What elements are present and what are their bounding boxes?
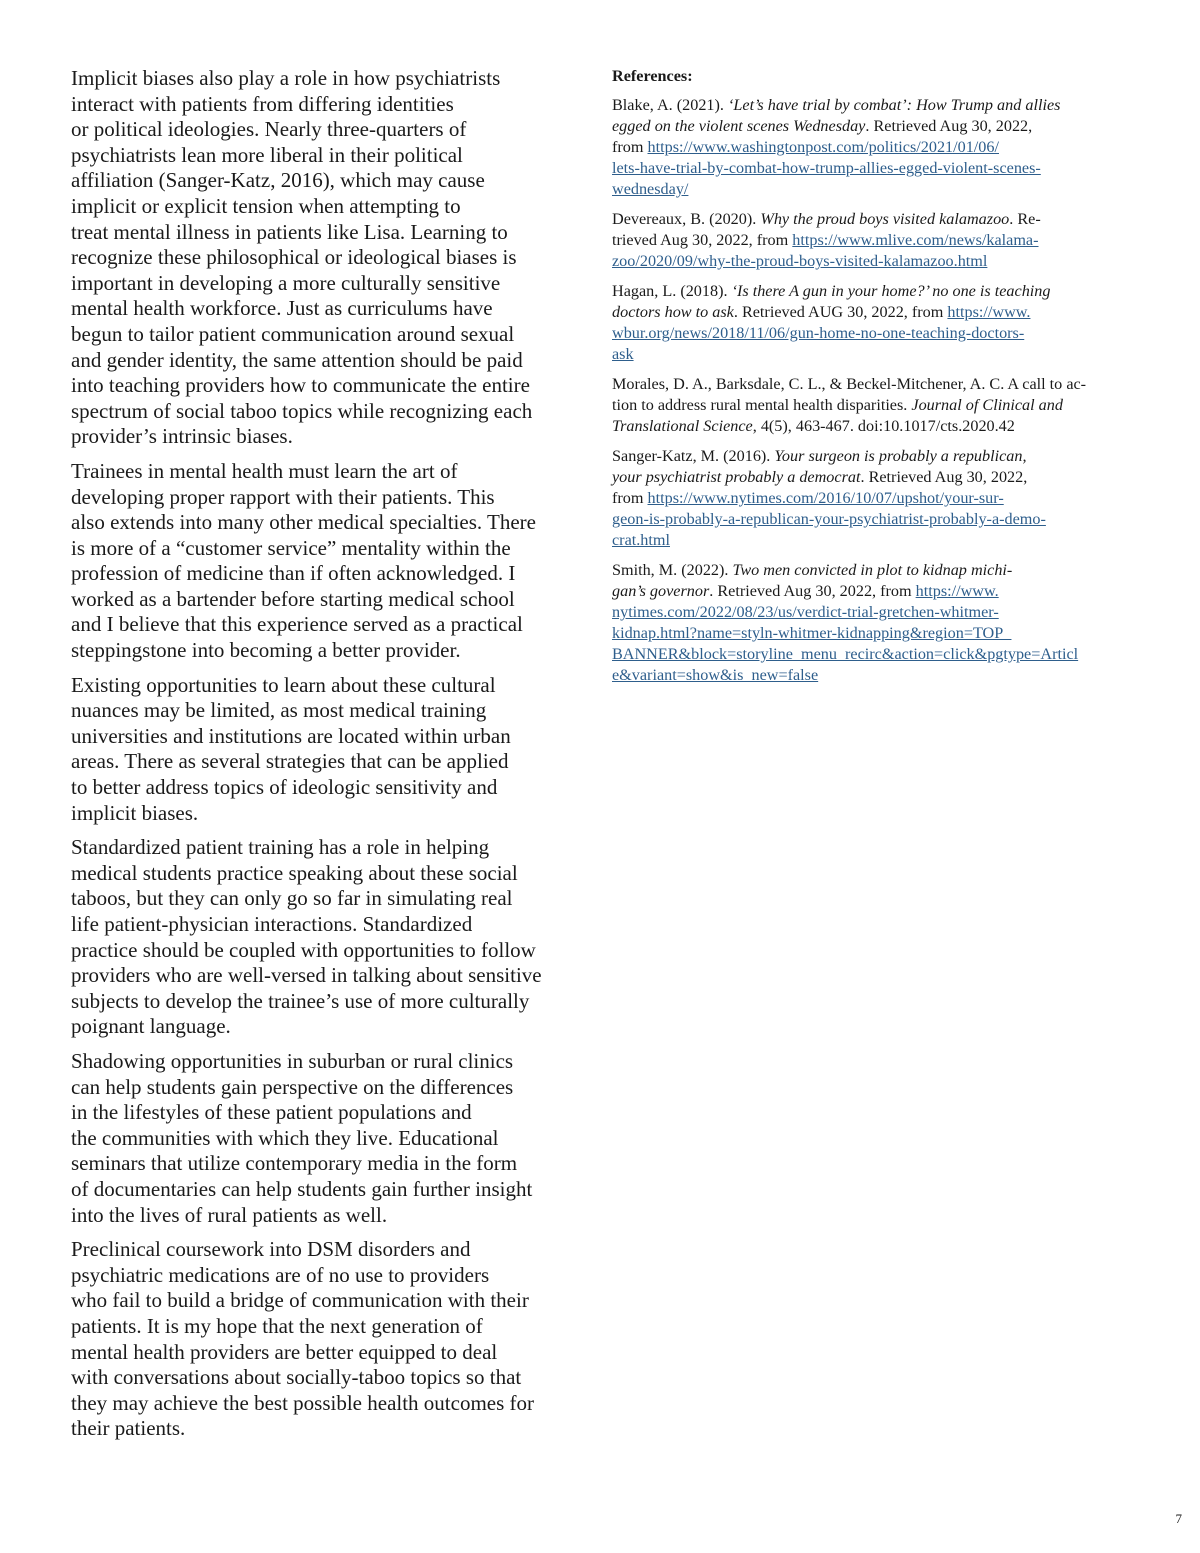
ref-link[interactable]: ask <box>612 345 634 363</box>
ref-link[interactable]: https://www.mlive.com/news/kalama- <box>792 231 1039 249</box>
references-heading: References: <box>612 67 693 85</box>
text-line: they may achieve the best possible health outcomes for <box>71 1390 535 1415</box>
ref-author: Blake, A. (2021). <box>612 96 728 114</box>
ref-link[interactable]: lets-have-trial-by-combat-how-trump-allies-egged-violent-scenes- <box>612 159 1041 177</box>
paragraph <box>71 835 591 1040</box>
text-line: medical students practice speaking about these social <box>71 860 518 885</box>
text-line: who fail to build a bridge of communication with their <box>71 1288 529 1313</box>
text-line: profession of medicine than if often acknowledged. I <box>71 561 516 586</box>
text-line: universities and institutions are located within urban <box>71 723 511 748</box>
text-line: provider’s intrinsic biases. <box>71 424 293 449</box>
text-line: the communities with which they live. Educational <box>71 1125 499 1150</box>
text-line: begun to tailor patient communication around sexual <box>71 321 515 346</box>
ref-link[interactable]: geon-is-probably-a-republican-your-psychiatrist-probably-a-demo- <box>612 510 1046 528</box>
text-line: of documentaries can help students gain further insight <box>71 1176 533 1201</box>
ref-author: Devereaux, B. (2020). <box>612 210 761 228</box>
ref-text: , 4(5), 463-467. doi:10.1017/cts.2020.42 <box>752 417 1015 435</box>
paragraph <box>71 1237 591 1442</box>
ref-journal: Translational Science <box>612 417 753 435</box>
ref-title: ‘Is there A gun in your home?’ no one is teaching <box>731 282 1051 300</box>
text-line: Preclinical coursework into DSM disorders and <box>71 1237 471 1262</box>
text-line: and gender identity, the same attention should be paid <box>71 347 523 372</box>
text-line: taboos, but they can only go so far in simulating real <box>71 886 513 911</box>
ref-text: tion to address rural mental health disparities. <box>612 396 912 414</box>
text-line: treat mental illness in patients like Lisa. Learning to <box>71 219 508 244</box>
ref-link[interactable]: https://www.nytimes.com/2016/10/07/upshot/your-sur- <box>647 489 1004 507</box>
ref-from: from <box>612 489 648 507</box>
ref-title: gan’s governor <box>612 582 710 600</box>
text-line: recognize these philosophical or ideological biases is <box>71 245 517 270</box>
ref-link[interactable]: nytimes.com/2022/08/23/us/verdict-trial-gretchen-whitmer- <box>612 603 999 621</box>
ref-link[interactable]: https://www.washingtonpost.com/politics/2021/01/06/ <box>647 138 999 156</box>
body-text <box>71 66 591 1451</box>
text-line: patients. It is my hope that the next generation of <box>71 1313 483 1338</box>
ref-link[interactable]: BANNER&block=storyline_menu_recirc&action=click&pgtype=Articl <box>612 645 1079 663</box>
ref-journal: Journal of Clinical and <box>911 396 1063 414</box>
text-line: Trainees in mental health must learn the art of <box>71 458 458 483</box>
ref-title: Your surgeon is probably a republican, <box>774 447 1027 465</box>
text-line: steppingstone into becoming a better provider. <box>71 638 461 663</box>
reference-smith <box>612 560 1132 686</box>
text-line: into the lives of rural patients as well. <box>71 1202 388 1227</box>
ref-retrieved: . Retrieved AUG 30, 2022, from <box>733 303 948 321</box>
text-line: important in developing a more culturally sensitive <box>71 270 501 295</box>
text-line: can help students gain perspective on the differences <box>71 1074 514 1099</box>
text-line: in the lifestyles of these patient populations and <box>71 1100 472 1125</box>
text-line: Implicit biases also play a role in how psychiatrists <box>71 66 501 90</box>
text-line: life patient-physician interactions. Standardized <box>71 912 473 936</box>
ref-text: Morales, D. A., Barksdale, C. L., & Beckel-Mitchener, A. C. A call to ac- <box>612 375 1087 393</box>
ref-author: Hagan, L. (2018). <box>612 282 732 300</box>
paragraph <box>71 66 591 450</box>
ref-retrieved: . Retrieved Aug 30, 2022, <box>860 468 1028 486</box>
ref-title: your psychiatrist probably a democrat <box>612 468 861 486</box>
text-line: psychiatric medications are of no use to providers <box>71 1262 490 1287</box>
ref-retrieved: . Re- <box>1009 210 1041 228</box>
ref-title: Why the proud boys visited kalamazoo <box>760 210 1010 228</box>
ref-title: ‘Let’s have trial by combat’: How Trump and allies <box>728 96 1061 114</box>
reference-blake <box>612 95 1132 200</box>
ref-retrieved: . Retrieved Aug 30, 2022, from <box>709 582 916 600</box>
reference-sanger-katz <box>612 446 1132 551</box>
text-line: practice should be coupled with opportunities to follow <box>71 937 536 962</box>
ref-title: doctors how to ask <box>612 303 734 321</box>
text-line: seminars that utilize contemporary media in the form <box>71 1151 518 1176</box>
text-line: providers who are well-versed in talking about sensitive <box>71 963 542 988</box>
reference-morales <box>612 374 1132 437</box>
text-line: worked as a bartender before starting medical school <box>71 586 515 611</box>
text-line: is more of a “customer service” mentality within the <box>71 535 511 560</box>
ref-link[interactable]: wednesday/ <box>612 180 689 198</box>
paragraph <box>71 673 591 827</box>
text-line: with conversations about socially-taboo topics so that <box>71 1365 522 1390</box>
ref-link[interactable]: e&variant=show&is_new=false <box>612 666 819 684</box>
ref-author: Sanger-Katz, M. (2016). <box>612 447 775 465</box>
text-line: implicit or explicit tension when attempting to <box>71 193 461 218</box>
ref-author: Smith, M. (2022). <box>612 561 733 579</box>
text-line: areas. There as several strategies that can be applied <box>71 749 509 774</box>
reference-devereaux <box>612 209 1132 272</box>
text-line: affiliation (Sanger-Katz, 2016), which may cause <box>71 168 485 193</box>
text-line: poignant language. <box>71 1014 231 1039</box>
text-line: Standardized patient training has a role in helping <box>71 835 490 860</box>
paragraph <box>71 459 591 664</box>
ref-title: egged on the violent scenes Wednesday <box>612 117 866 135</box>
text-line: also extends into many other medical specialties. There <box>71 510 536 535</box>
text-line: Shadowing opportunities in suburban or rural clinics <box>71 1048 514 1073</box>
ref-from: from <box>612 138 648 156</box>
text-line: psychiatrists lean more liberal in their political <box>71 142 463 167</box>
ref-link[interactable]: kidnap.html?name=styln-whitmer-kidnapping&region=TOP_ <box>612 624 1012 642</box>
page-number: 7 <box>1175 1511 1182 1526</box>
text-line: subjects to develop the trainee’s use of more culturally <box>71 988 530 1013</box>
references-section <box>612 66 1132 695</box>
ref-title: Two men convicted in plot to kidnap michi- <box>732 561 1013 579</box>
paragraph <box>71 1049 591 1228</box>
text-line: and I believe that this experience served as a practical <box>71 612 523 637</box>
reference-hagan <box>612 281 1132 365</box>
text-line: to better address topics of ideologic sensitivity and <box>71 775 498 800</box>
text-line: nuances may be limited, as most medical training <box>71 698 487 723</box>
text-line: into teaching providers how to communicate the entire <box>71 373 530 398</box>
ref-retrieved: trieved Aug 30, 2022, from <box>612 231 793 249</box>
text-line: Existing opportunities to learn about these cultural <box>71 672 496 697</box>
ref-link[interactable]: crat.html <box>612 531 670 549</box>
ref-retrieved: . Retrieved Aug 30, 2022, <box>865 117 1033 135</box>
text-line: developing proper rapport with their patients. This <box>71 484 495 509</box>
text-line: mental health providers are better equipped to deal <box>71 1339 498 1364</box>
text-line: spectrum of social taboo topics while recognizing each <box>71 398 533 423</box>
text-line: their patients. <box>71 1416 186 1441</box>
text-line: mental health workforce. Just as curriculums have <box>71 296 493 321</box>
ref-link[interactable]: https://www. <box>947 303 1031 321</box>
text-line: or political ideologies. Nearly three-quarters of <box>71 117 467 142</box>
ref-link[interactable]: zoo/2020/09/why-the-proud-boys-visited-kalamazoo.html <box>612 252 988 270</box>
text-line: interact with patients from differing identities <box>71 91 454 116</box>
text-line: implicit biases. <box>71 800 199 825</box>
ref-link[interactable]: https://www. <box>915 582 999 600</box>
ref-link[interactable]: wbur.org/news/2018/11/06/gun-home-no-one-teaching-doctors- <box>612 324 1025 342</box>
